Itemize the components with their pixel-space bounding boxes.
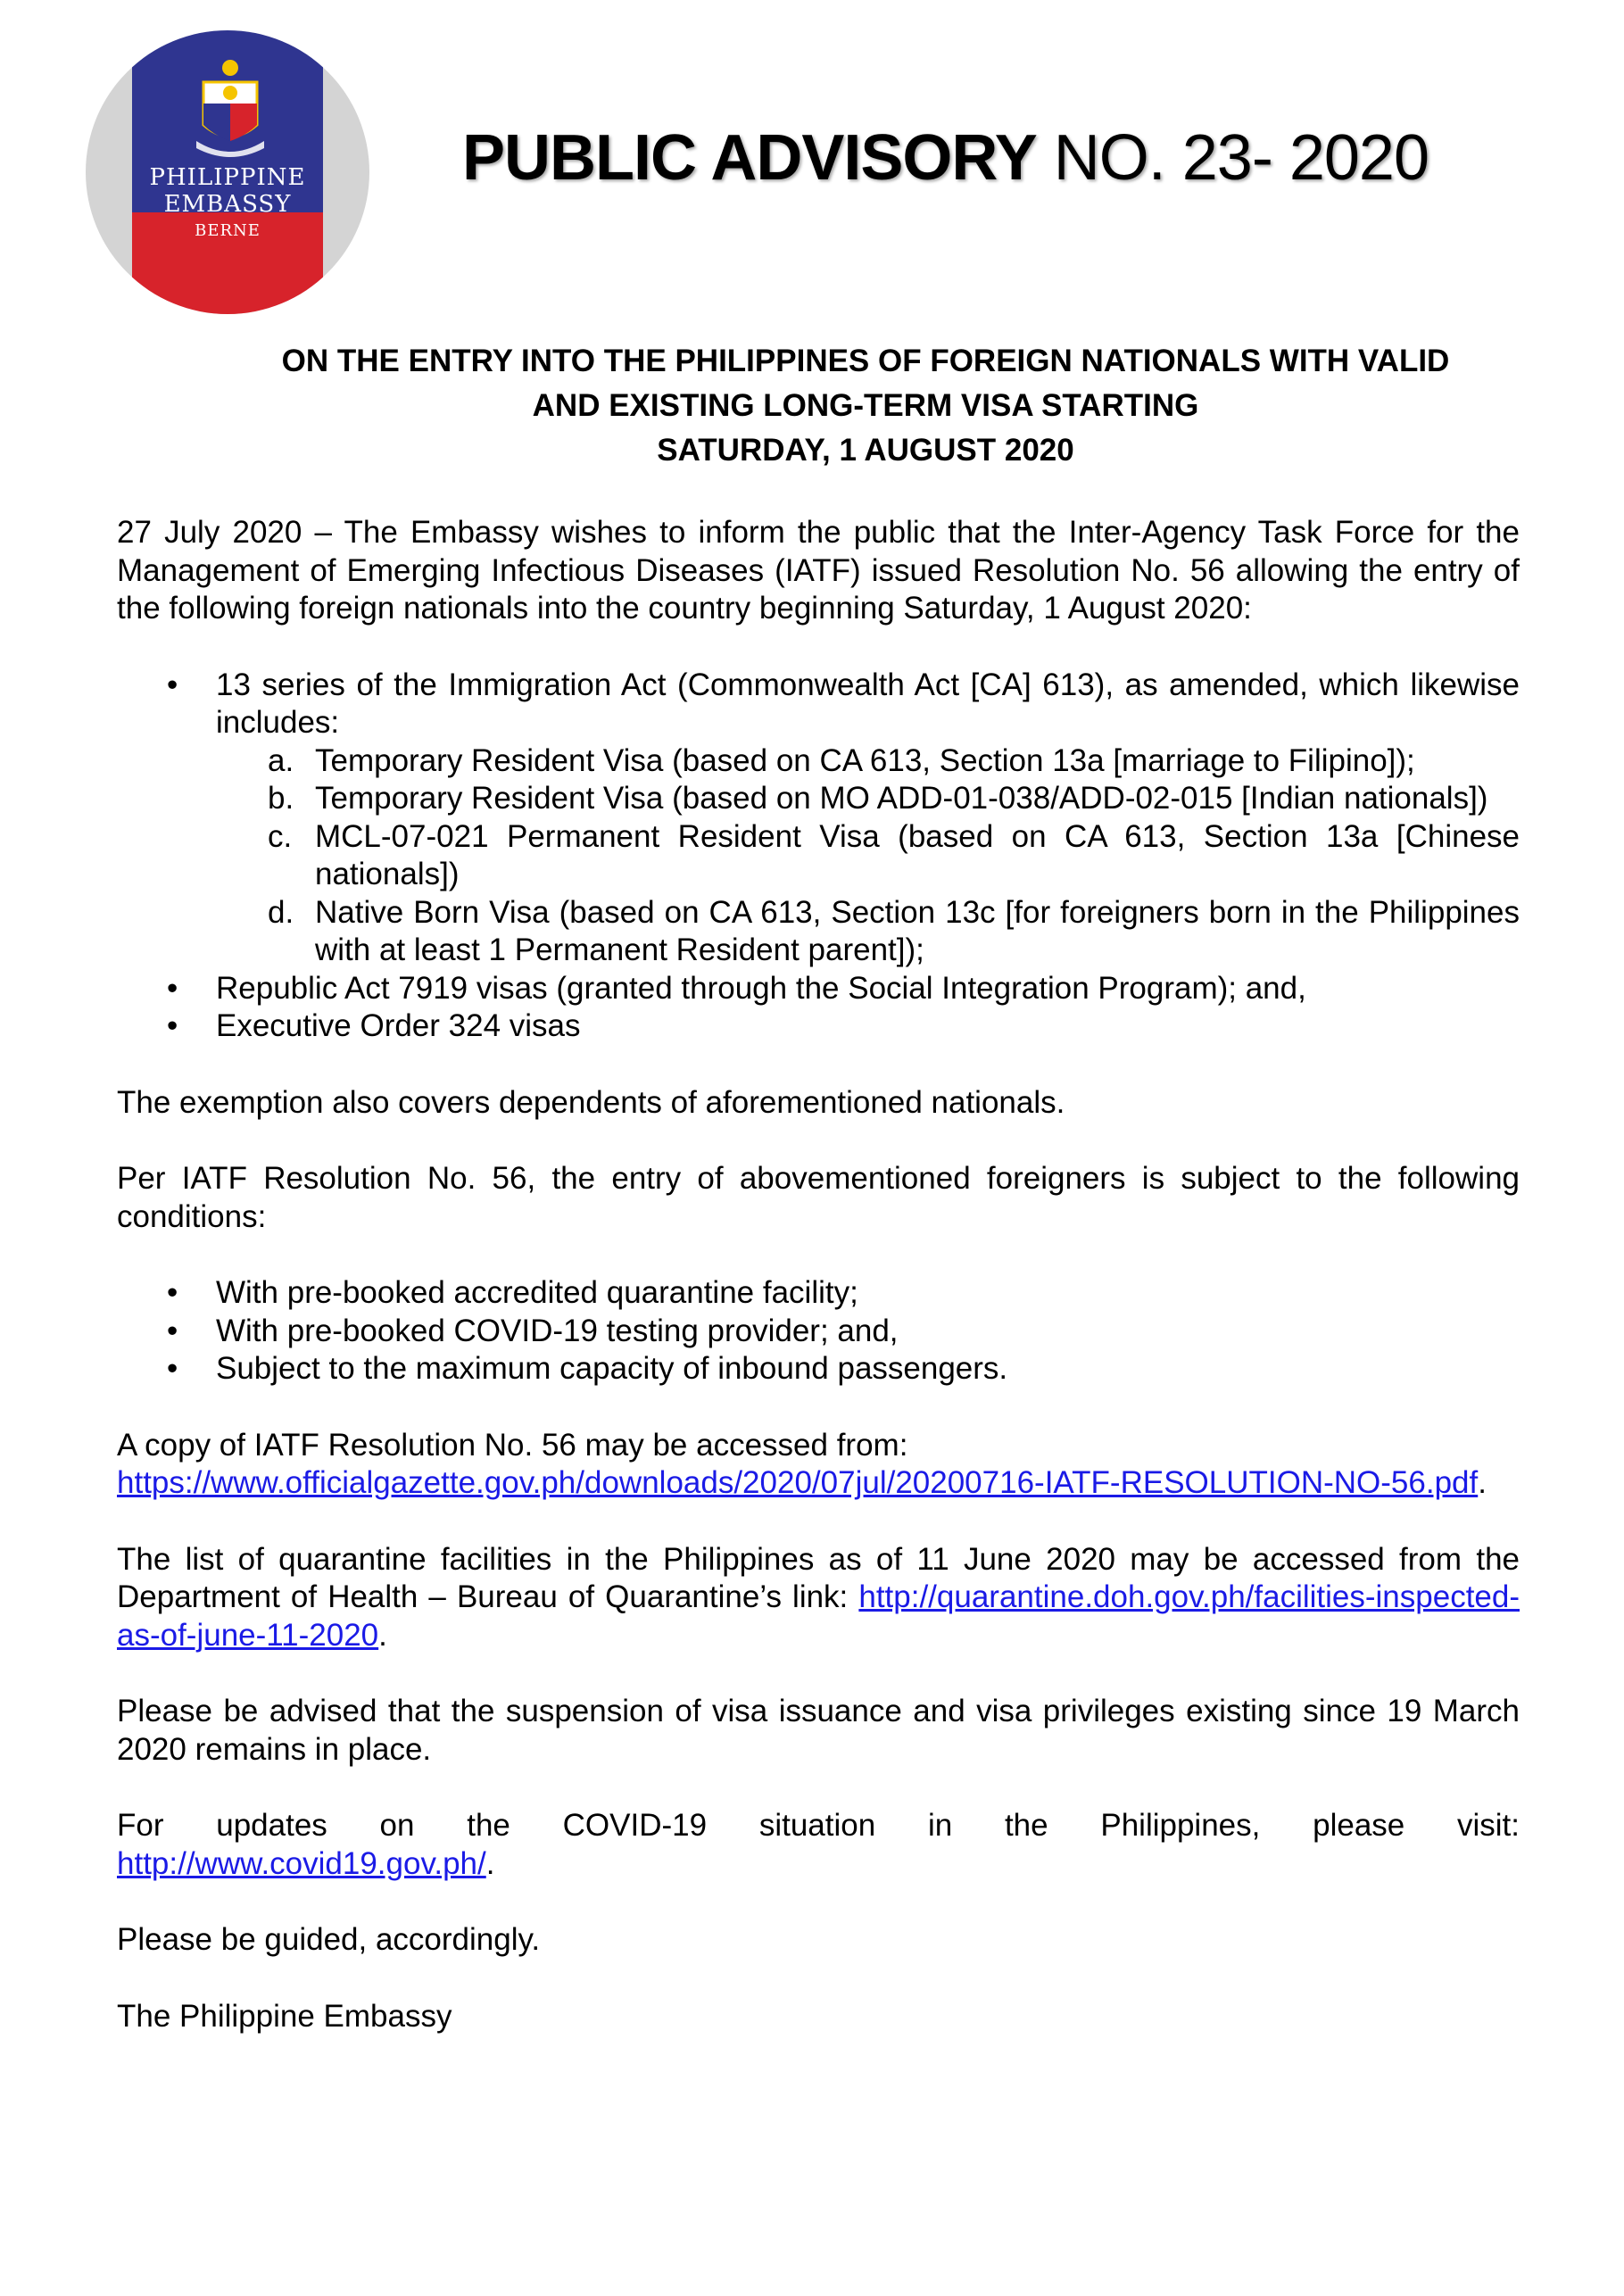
visa-list-item xyxy=(117,1007,1520,1046)
title-number: NO. 23- 2020 xyxy=(1036,122,1429,194)
conditions-intro: Per IATF Resolution No. 56, the entry of abovementioned foreigners is subject to the following conditions: xyxy=(117,1161,1520,1234)
visa-list-item xyxy=(117,970,1520,1008)
covid19-website-link[interactable]: http://www.covid19.gov.ph/ xyxy=(117,1845,486,1881)
logo-text-berne: BERNE xyxy=(195,221,261,240)
resolution-copy-end: . xyxy=(1478,1465,1487,1500)
subitem-text: Temporary Resident Visa (based on CA 613, Section 13a [marriage to Filipino]); xyxy=(315,742,1415,778)
resolution-copy-text: A copy of IATF Resolution No. 56 may be accessed from: xyxy=(117,1427,908,1463)
logo-text-philippine: PHILIPPINE xyxy=(149,164,306,191)
subitem-label: c. xyxy=(268,818,293,854)
condition-item: • With pre-booked accredited quarantine facility; xyxy=(117,1274,1520,1313)
facilities-end: . xyxy=(378,1617,387,1653)
subitem-text: Native Born Visa (based on CA 613, Section 13c [for foreigners born in the Philippines with at least 1 Permanent Resident parent]); xyxy=(315,894,1520,967)
title-bold: PUBLIC ADVISORY xyxy=(462,122,1037,194)
visa-subitem xyxy=(216,894,1520,970)
visa-item-ra-7919: Republic Act 7919 visas (granted through the Social Integration Program); and, xyxy=(216,970,1306,1006)
subitem-text: Temporary Resident Visa (based on MO ADD-01-038/ADD-02-015 [Indian nationals]) xyxy=(315,781,1488,816)
suspension-paragraph: Please be advised that the suspension of visa issuance and visa privileges existing since 19 March 2020 remains in place. xyxy=(117,1694,1520,1767)
subitem-label: d. xyxy=(268,894,294,930)
visa-sublist xyxy=(216,742,1520,970)
subitem-label: a. xyxy=(268,742,294,778)
facilities-text: The list of quarantine facilities in the Philippines as of 11 June 2020 may be accessed from the Department of Health – Bureau of Quarantine’s link: xyxy=(117,1541,1520,1614)
subitem-text: MCL-07-021 Permanent Resident Visa (based on CA 613, Section 13a [Chinese nationals]) xyxy=(315,818,1520,891)
guided-paragraph: Please be guided, accordingly. xyxy=(117,1922,541,1957)
visa-subitem xyxy=(216,742,1520,781)
subject-line-2: AND EXISTING LONG-TERM VISA STARTING xyxy=(532,388,1199,423)
resolution-copy-paragraph xyxy=(117,1427,1520,1503)
quarantine-facilities-link[interactable]: http://quarantine.doh.gov.ph/facilities-inspected-as-of-june-11-2020 xyxy=(117,1579,1520,1653)
facilities-paragraph xyxy=(117,1541,1520,1655)
subitem-label: b. xyxy=(268,781,294,816)
visa-list-item xyxy=(117,667,1520,970)
visa-subitem xyxy=(216,780,1520,818)
signature: The Philippine Embassy xyxy=(117,1998,452,2034)
subject-line-3: SATURDAY, 1 AUGUST 2020 xyxy=(657,433,1074,468)
advisory-subject xyxy=(178,339,1553,473)
updates-text: For updates on the COVID-19 situation in the Philippines, please visit: xyxy=(117,1808,1520,1843)
updates-end: . xyxy=(485,1845,495,1881)
exemption-paragraph: The exemption also covers dependents of aforementioned nationals. xyxy=(117,1084,1065,1120)
visa-list xyxy=(117,667,1520,1046)
embassy-logo xyxy=(86,30,369,314)
logo-flag-banner xyxy=(132,30,323,314)
visa-subitem xyxy=(216,818,1520,894)
page-title xyxy=(462,121,1429,195)
visa-item-13-series: 13 series of the Immigration Act (Commonwealth Act [CA] 613), as amended, which likewise includes: xyxy=(216,667,1520,740)
advisory-body xyxy=(117,514,1520,2035)
condition-item: • With pre-booked COVID-19 testing provider; and, xyxy=(117,1313,1520,1351)
conditions-list xyxy=(117,1274,1520,1388)
subject-line-1: ON THE ENTRY INTO THE PHILIPPINES OF FOREIGN NATIONALS WITH VALID xyxy=(281,344,1450,378)
condition-item: • Subject to the maximum capacity of inbound passengers. xyxy=(117,1350,1520,1388)
resolution-pdf-link[interactable]: https://www.officialgazette.gov.ph/downloads/2020/07jul/20200716-IATF-RESOLUTION-NO-56.pdf xyxy=(117,1465,1479,1500)
coat-of-arms-icon xyxy=(191,55,269,162)
intro-paragraph: 27 July 2020 – The Embassy wishes to inform the public that the Inter-Agency Task Force for the Management of Emerging Infectious Diseases (IATF) issued Resolution No. 56 allowing the entry of the following foreign nationals into the country beginning Saturday, 1 August 2020: xyxy=(117,515,1520,626)
visa-item-eo-324: Executive Order 324 visas xyxy=(216,1008,581,1043)
logo-text-embassy: EMBASSY xyxy=(163,191,292,218)
updates-paragraph xyxy=(117,1807,1520,1883)
